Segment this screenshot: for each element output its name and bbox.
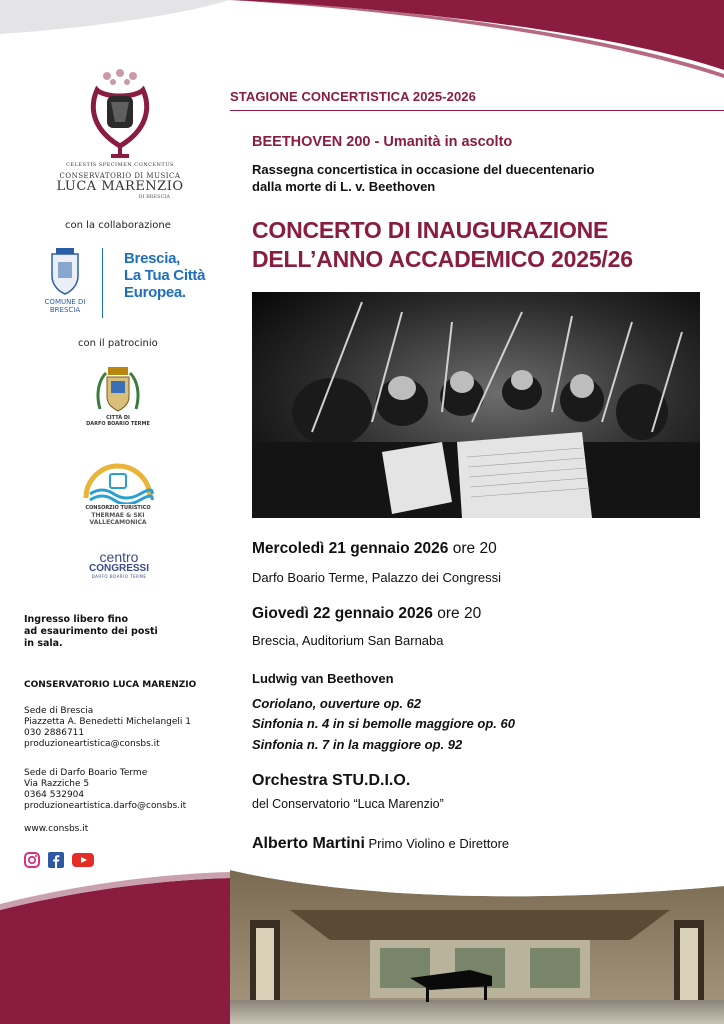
work-1: Coriolano, ouverture op. 62	[252, 696, 422, 711]
event-2-date	[252, 605, 481, 623]
event-1-time: ore 20	[452, 540, 497, 557]
logo-line3: DI BRESCIA	[138, 194, 170, 200]
work-2: Sinfonia n. 4 in si bemolle maggiore op. 60	[252, 716, 515, 731]
sede-darfo	[24, 768, 186, 812]
instagram-icon[interactable]	[24, 852, 40, 868]
comune-city: BRESCIA	[49, 306, 81, 314]
centro-word: centro	[99, 549, 139, 565]
lyre-emblem-icon	[85, 68, 155, 160]
slogan-line2: La Tua Città	[124, 267, 206, 284]
season-rule	[230, 110, 724, 111]
auditorium-photo	[230, 870, 724, 1024]
logo-line2: LUCA MARENZIO	[56, 179, 184, 194]
sede-brescia-phone: 030 2886711	[24, 728, 85, 738]
centro-darfo: DARFO BOARIO TERME	[91, 574, 147, 579]
congressi-word: CONGRESSI	[88, 563, 149, 574]
event-1-date	[252, 540, 497, 558]
conductor	[252, 835, 509, 853]
conservatorio-name: CONSERVATORIO LUCA MARENZIO	[24, 680, 197, 690]
slogan-line1: Brescia,	[124, 250, 180, 267]
orchestra-name: Orchestra STU.D.I.O.	[252, 772, 411, 789]
free-entry-notice	[24, 614, 214, 650]
work-3: Sinfonia n. 7 in la maggiore op. 92	[252, 737, 463, 752]
conductor-name: Alberto Martini	[252, 835, 365, 852]
season-title: STAGIONE CONCERTISTICA 2025-2026	[230, 89, 476, 104]
patronage-label: con il patrocinio	[78, 338, 158, 349]
sede-darfo-title: Sede di Darfo Boario Terme	[24, 768, 148, 778]
ingresso-line1: Ingresso libero fino	[24, 614, 128, 625]
darfo-label	[78, 415, 158, 427]
brescia-slogan	[124, 250, 205, 301]
website-link[interactable]: www.consbs.it	[24, 824, 89, 834]
sede-brescia-title: Sede di Brescia	[24, 706, 94, 716]
sede-darfo-address: Via Razziche 5	[24, 779, 90, 789]
beethoven-200-title: BEETHOVEN 200 - Umanità in ascolto	[252, 134, 513, 150]
brescia-crest-icon	[48, 248, 82, 296]
main-title	[252, 216, 712, 274]
orchestra-subtitle: del Conservatorio “Luca Marenzio”	[252, 797, 444, 811]
auditorium-photo-image	[230, 870, 724, 1024]
centro-congressi-logo	[84, 550, 154, 579]
event-1-venue: Darfo Boario Terme, Palazzo dei Congressi	[252, 570, 502, 585]
consorzio-logo-icon	[80, 460, 156, 504]
sede-brescia-email[interactable]: produzioneartistica@consbs.it	[24, 739, 160, 749]
comune-label	[40, 298, 90, 314]
main-title-line2: DELL’ANNO ACCADEMICO 2025/26	[252, 246, 633, 272]
conservatorio-logo	[50, 68, 190, 200]
slogan-line3: Europea.	[124, 284, 186, 301]
ingresso-line3: in sala.	[24, 638, 63, 649]
sede-brescia	[24, 706, 191, 750]
collaboration-label: con la collaborazione	[65, 220, 171, 231]
event-2-date-text: Giovedì 22 gennaio 2026	[252, 605, 433, 622]
conductor-role: Primo Violino e Direttore	[368, 836, 510, 851]
composer-name: Ludwig van Beethoven	[252, 671, 394, 686]
orchestra-photo-image	[252, 292, 700, 518]
sidebar	[0, 0, 230, 1024]
brescia-divider	[102, 248, 103, 318]
event-1-date-text: Mercoledì 21 gennaio 2026	[252, 540, 449, 557]
orchestra-photo	[252, 292, 700, 518]
ingresso-line2: ad esaurimento dei posti	[24, 626, 158, 637]
darfo-line1: CITTÀ DI	[106, 415, 130, 421]
consorzio-line3: VALLECAMONICA	[89, 519, 147, 526]
logo-line1: CONSERVATORIO DI MUSICA	[59, 172, 181, 180]
rassegna-line2: dalla morte di L. v. Beethoven	[252, 179, 436, 194]
facebook-icon[interactable]	[48, 852, 64, 868]
darfo-line2: DARFO BOARIO TERME	[86, 421, 150, 427]
event-2-venue: Brescia, Auditorium San Barnaba	[252, 633, 444, 648]
sede-darfo-email[interactable]: produzioneartistica.darfo@consbs.it	[24, 801, 187, 811]
consorzio-line2: THERMAE & SKI	[91, 512, 145, 519]
logo-motto: CELESTIS SPECIMEN CONCENTUS	[66, 162, 174, 168]
main-title-line1: CONCERTO DI INAUGURAZIONE	[252, 217, 609, 243]
rassegna-line1: Rassegna concertistica in occasione del duecentenario	[252, 162, 595, 177]
social-links	[24, 852, 94, 868]
consorzio-line1: CONSORZIO TURISTICO	[85, 505, 151, 511]
brescia-logo	[40, 248, 210, 323]
sede-brescia-address: Piazzetta A. Benedetti Michelangeli 1	[24, 717, 192, 727]
youtube-icon[interactable]	[72, 852, 94, 868]
darfo-crest-icon	[94, 365, 142, 415]
comune-di: COMUNE DI	[44, 298, 86, 306]
rassegna-subtitle	[252, 161, 692, 195]
event-2-time: ore 20	[437, 605, 482, 622]
consorzio-label	[70, 505, 166, 526]
sede-darfo-phone: 0364 532904	[24, 790, 85, 800]
